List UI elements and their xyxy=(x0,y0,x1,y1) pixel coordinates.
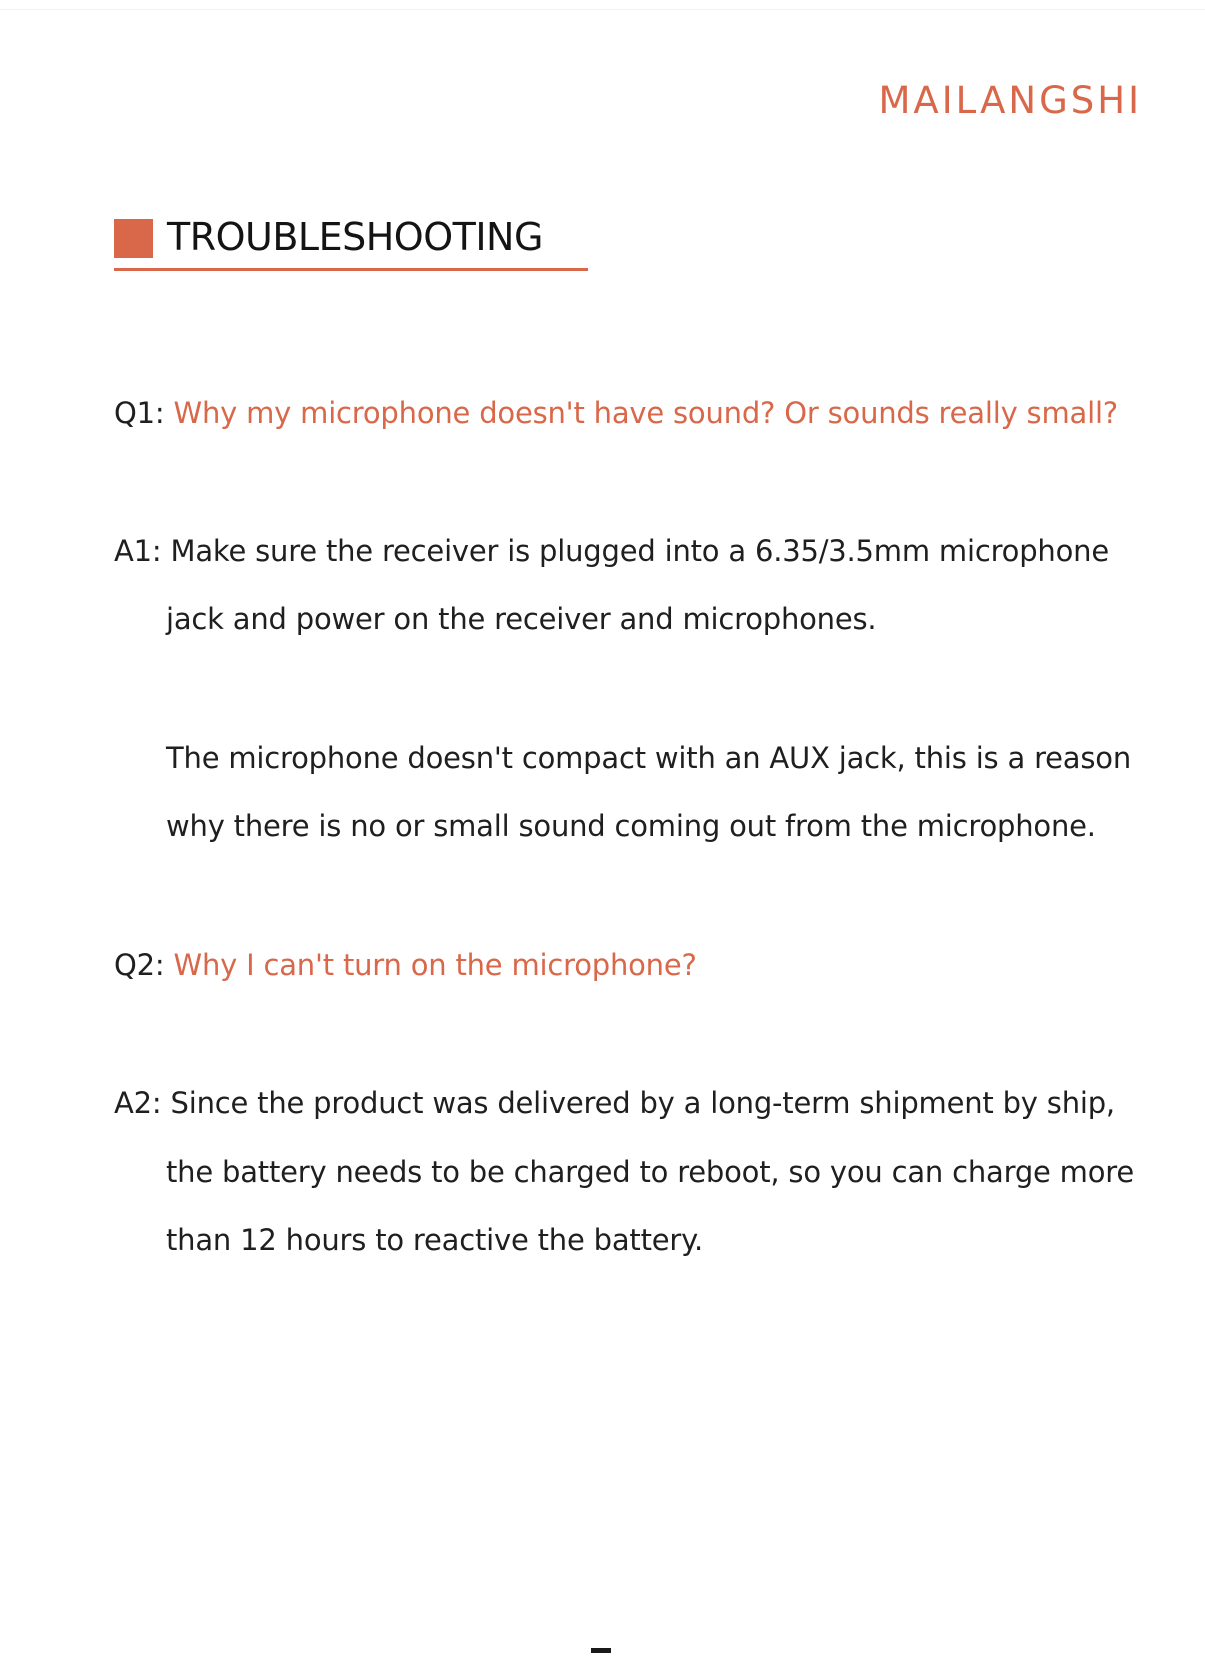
brand-logo-text: MAILANGSHI xyxy=(878,79,1142,122)
top-divider xyxy=(0,9,1205,10)
question-1 xyxy=(114,395,1144,431)
section-square-icon xyxy=(114,219,153,258)
answer-1-line-2: jack and power on the receiver and microphones. xyxy=(166,602,877,636)
section-title: TROUBLESHOOTING xyxy=(167,215,543,259)
answer-1-line-3: The microphone doesn't compact with an AUX jack, this is a reason xyxy=(166,741,1131,775)
answer-2-line-2: the battery needs to be charged to reboot, so you can charge more xyxy=(166,1155,1135,1189)
answer-2-line-3: than 12 hours to reactive the battery. xyxy=(166,1223,703,1257)
page-marker xyxy=(591,1648,611,1653)
section-underline xyxy=(114,268,588,271)
question-1-prefix: Q1: xyxy=(114,396,165,430)
question-2 xyxy=(114,947,1144,983)
answer-2-text-1: Since the product was delivered by a long-term shipment by ship, xyxy=(170,1086,1115,1120)
answer-1-prefix: A1: xyxy=(114,534,162,568)
answer-2-line-1 xyxy=(114,1085,1115,1121)
answer-1-text-1: Make sure the receiver is plugged into a 6.35/3.5mm microphone xyxy=(170,534,1109,568)
answer-1-line-4: why there is no or small sound coming out from the microphone. xyxy=(166,809,1096,843)
question-1-text: Why my microphone doesn't have sound? Or sounds really small? xyxy=(173,396,1118,430)
question-2-text: Why I can't turn on the microphone? xyxy=(173,948,697,982)
answer-1-line-1 xyxy=(114,533,1109,569)
question-2-prefix: Q2: xyxy=(114,948,165,982)
answer-2-prefix: A2: xyxy=(114,1086,162,1120)
